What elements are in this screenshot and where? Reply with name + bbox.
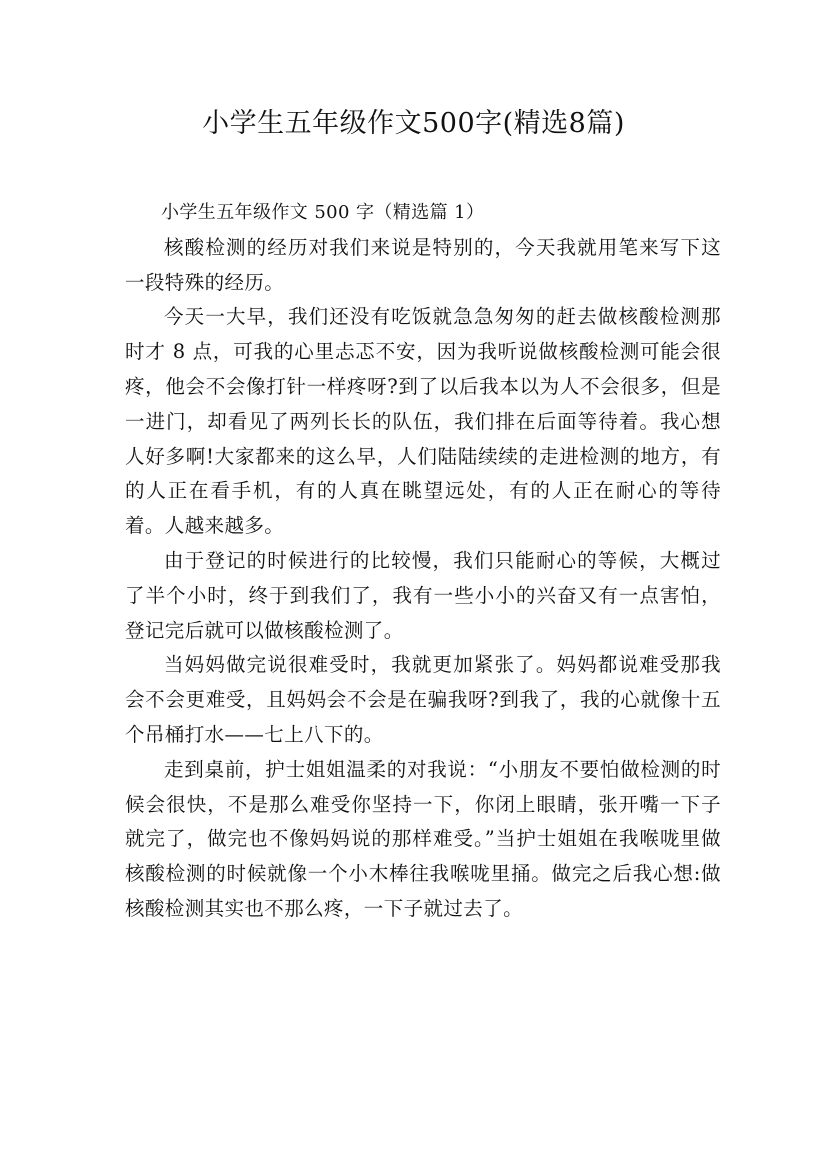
document-body xyxy=(125,196,721,927)
paragraph: 核酸检测的经历对我们来说是特别的，今天我就用笔来写下这一段特殊的经历。 xyxy=(125,235,721,294)
paragraph: 今天一大早，我们还没有吃饭就急急匆匆的赶去做核酸检测那时才 8 点，可我的心里忐忑不安，因为我听说做核酸检测可能会很疼，他会不会像打针一样疼呀?到了以后我本以为人不会很多，但是一进门，却看见了两列长长的队伍，我们排在后面等待着。我心想人好多啊!大家都来的这么早，人们陆陆续续的走进检测的地方，有的人正在看手机，有的人真在眺望远处，有的人正在耐心的等待着。人越来越多。 xyxy=(125,305,721,538)
paragraph: 由于登记的时候进行的比较慢，我们只能耐心的等候，大概过了半个小时，终于到我们了，我有一些小小的兴奋又有一点害怕，登记完后就可以做核酸检测了。 xyxy=(125,548,721,642)
paragraph: 走到桌前，护士姐姐温柔的对我说：“小朋友不要怕做检测的时候会很快，不是那么难受你坚持一下，你闭上眼睛，张开嘴一下子就完了，做完也不像妈妈说的那样难受。”当护士姐姐在我喉咙里做核酸检测的时候就像一个小木棒往我喉咙里捅。做完之后我心想:做核酸检测其实也不那么疼，一下子就过去了。 xyxy=(125,757,721,920)
paragraph: 当妈妈做完说很难受时，我就更加紧张了。妈妈都说难受那我会不会更难受，且妈妈会不会是在骗我呀?到我了，我的心就像十五个吊桶打水——七上八下的。 xyxy=(125,653,721,746)
document-title: 小学生五年级作文500字(精选8篇) xyxy=(202,108,625,139)
section-heading: 小学生五年级作文 500 字（精选篇 1） xyxy=(161,202,485,223)
